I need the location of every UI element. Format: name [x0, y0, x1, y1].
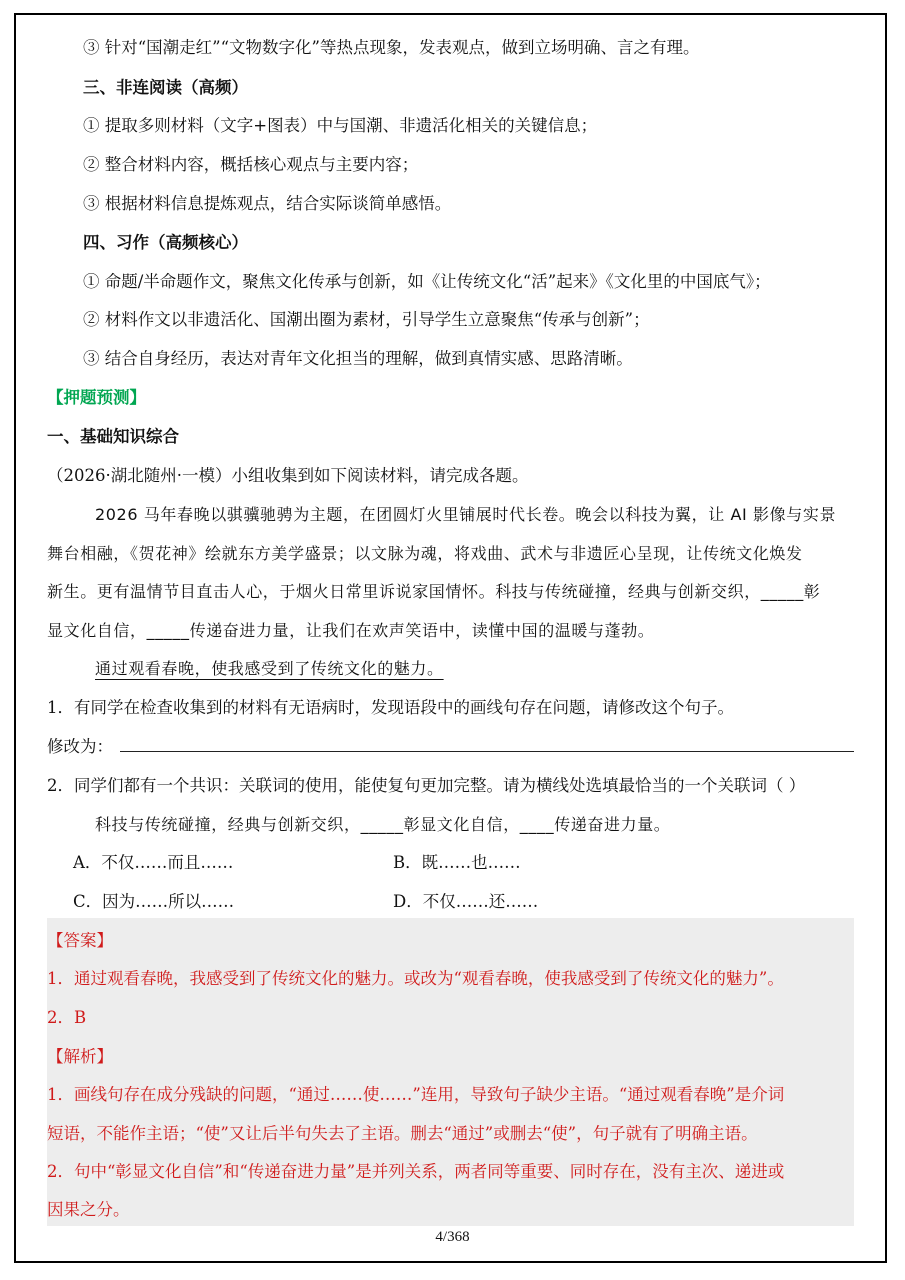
section-4-item-1: ① 命题/半命题作文，聚焦文化传承与创新，如《让传统文化“活”起来》《文化里的中国底气》；: [83, 272, 771, 291]
analysis-line-4: 因果之分。: [47, 1200, 130, 1219]
prediction-tag: 【押题预测】: [47, 388, 146, 407]
section-4-item-3: ③ 结合自身经历，表达对青年文化担当的理解，做到真情实感、思路清晰。: [83, 349, 633, 368]
answer-line-1: 1．通过观看春晚，我感受到了传统文化的魅力。或改为“观看春晚，使我感受到了传统文化的魅力”。: [47, 969, 784, 988]
section-3-item-2: ② 整合材料内容，概括核心观点与主要内容；: [83, 155, 419, 174]
answer-line-2: 2．B: [47, 1008, 87, 1027]
underlined-sentence: 通过观看春晚，使我感受到了传统文化的魅力。: [95, 659, 444, 678]
option-c: C．因为……所以……: [73, 892, 235, 911]
question-1: 1．有同学在检查收集到的材料有无语病时，发现语段中的画线句存在问题，请修改这个句子。: [47, 698, 734, 717]
section-4-item-2: ② 材料作文以非遗活化、国潮出圈为素材，引导学生立意聚焦“传承与创新”；: [83, 310, 650, 329]
question-2: 2．同学们都有一个共识：关联词的使用，能使复句更加完整。请为横线处选填最恰当的一个关联词（ ）: [47, 776, 806, 795]
analysis-line-2: 短语，不能作主语；“使”又让后半句失去了主语。删去“通过”或删去“使”，句子就有了明确主语。: [47, 1124, 758, 1143]
analysis-line-3: 2．句中“彰显文化自信”和“传递奋进力量”是并列关系，两者同等重要、同时存在，没有主次、递进或: [47, 1162, 785, 1181]
option-b: B．既……也……: [393, 853, 521, 872]
q1-answer-line: [120, 751, 854, 752]
passage-line-3: 新生。更有温情节目直击人心，于烟火日常里诉说家国情怀。科技与传统碰撞，经典与创新交织，_____彰: [47, 582, 821, 601]
passage-line-1: 2026 马年春晚以骐骥驰骋为主题，在团圆灯火里铺展时代长卷。晚会以科技为翼，让 AI 影像与实景: [95, 505, 837, 524]
part-title: 一、基础知识综合: [47, 427, 179, 446]
analysis-line-1: 1．画线句存在成分残缺的问题，“通过……使……”连用，导致句子缺少主语。“通过观看春晚”是介词: [47, 1085, 785, 1104]
option-a: A．不仅……而且……: [73, 853, 234, 872]
q2-sentence: 科技与传统碰撞，经典与创新交织，_____彰显文化自信，____传递奋进力量。: [95, 815, 671, 834]
section-4-title: 四、习作（高频核心）: [83, 233, 248, 252]
option-d: D．不仅……还……: [393, 892, 539, 911]
section-3-title: 三、非连阅读（高频）: [83, 78, 248, 97]
answer-label: 【答案】: [47, 931, 113, 950]
analysis-label: 【解析】: [47, 1047, 113, 1066]
passage-line-4: 显文化自信，_____传递奋进力量，让我们在欢声笑语中，读懂中国的温暖与蓬勃。: [47, 621, 655, 640]
q1-answer-label: 修改为：: [47, 737, 113, 756]
page-number: 4/368: [435, 1229, 470, 1245]
question-source: （2026·湖北随州·一模）小组收集到如下阅读材料，请完成各题。: [47, 466, 529, 485]
section-2-item-3: ③ 针对“国潮走红”“文物数字化”等热点现象，发表观点，做到立场明确、言之有理。: [83, 38, 700, 57]
section-3-item-3: ③ 根据材料信息提炼观点，结合实际谈简单感悟。: [83, 194, 452, 213]
passage-line-2: 舞台相融，《贺花神》绘就东方美学盛景；以文脉为魂，将戏曲、武术与非遗匠心呈现，让传统文化焕发: [47, 544, 803, 563]
section-3-item-1: ① 提取多则材料（文字+图表）中与国潮、非遗活化相关的关键信息；: [83, 116, 598, 135]
